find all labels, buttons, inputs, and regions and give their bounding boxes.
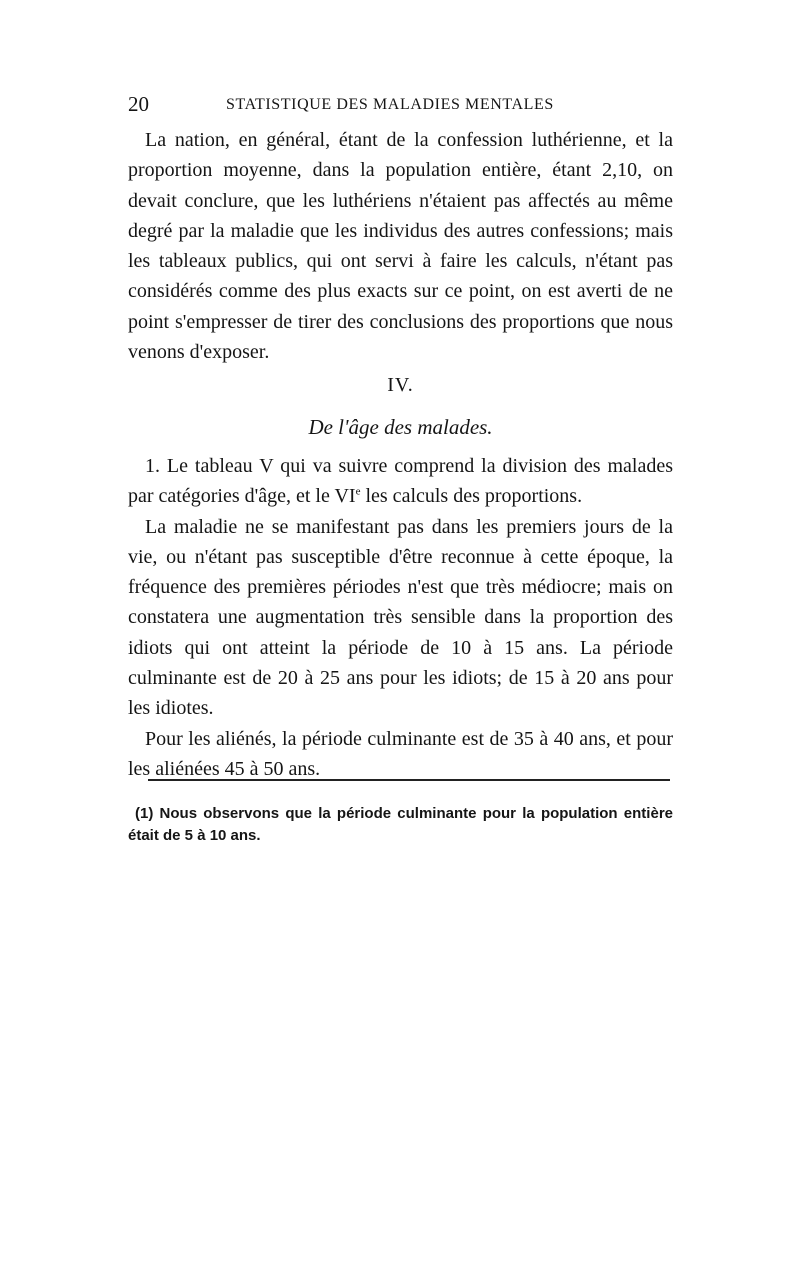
page-header [128, 92, 673, 118]
running-head: STATISTIQUE DES MALADIES MENTALES [226, 96, 554, 113]
superscript-e: e [355, 485, 361, 498]
paragraph-alienes: Pour les aliénés, la période culminante est de 35 à 40 ans, et pour les aliénées 45 à 50 ans. [128, 727, 673, 780]
paragraph-tableau-end: les calculs des proportions. [360, 485, 583, 508]
paragraph-tableau [128, 451, 673, 512]
paragraph-maladie: La maladie ne se manifestant pas dans les premiers jours de la vie, ou n'étant pas susceptible d'être reconnue à cette époque, la fréquence des premières périodes n'est que très médiocre; mais on constatera une augmentation très sensible dans la proportion des idiots qui ont atteint la période de 10 à 15 ans. La période culminante est de 20 à 25 ans pour les idiots; de 15 à 20 ans pour les idiotes. [128, 515, 673, 720]
footnote: (1) Nous observons que la période culminante pour la population entière était de 5 à 10 ans. [128, 805, 673, 844]
section-title: De l'âge des malades. [308, 415, 493, 439]
page-number: 20 [128, 92, 149, 116]
text-block-confession [128, 125, 673, 367]
text-block-age [128, 451, 673, 784]
paragraph-confession: La nation, en général, étant de la confession luthérienne, et la proportion moyenne, dans la population entière, étant 2,10, on devait conclure, que les luthériens n'étaient pas affectés au même degré par la maladie que les individus des autres confessions; mais les tableaux publics, qui ont servi à faire les calculs, n'étant pas considérés comme des plus exacts sur ce point, on est averti de ne point s'empresser de tirer des conclusions des proportions que nous venons d'exposer. [128, 129, 673, 364]
section-number: IV. [387, 374, 414, 396]
footnote-divider [148, 779, 670, 781]
paragraph-tableau-start: 1. Le tableau V qui va suivre comprend la division des malades par catégories d'âge, et le VI [128, 455, 673, 508]
